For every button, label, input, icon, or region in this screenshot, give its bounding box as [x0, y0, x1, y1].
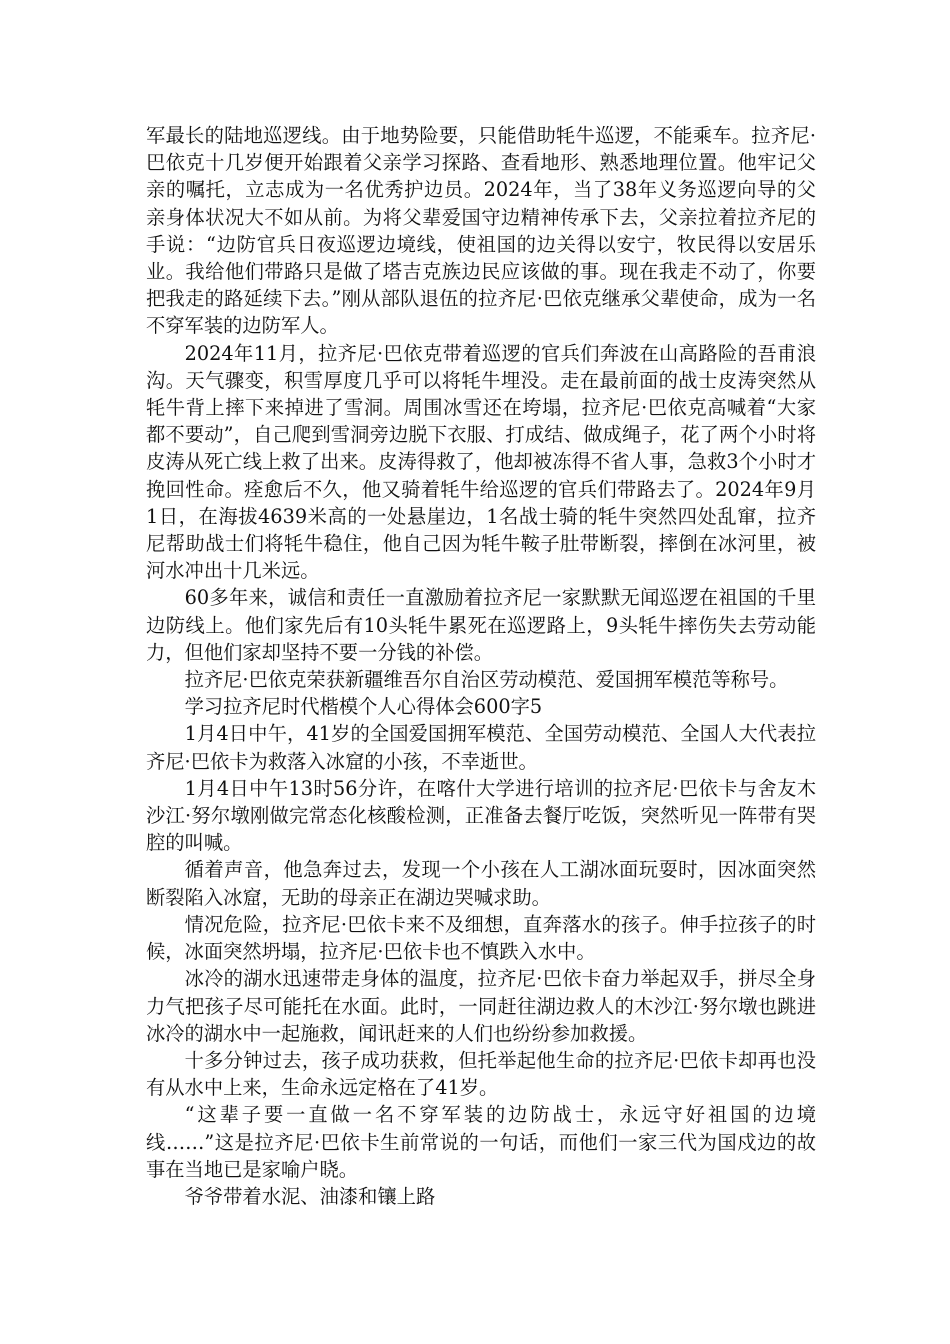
paragraph-12: “这辈子要一直做一名不穿军装的边防战士，永远守好祖国的边境线……”这是拉齐尼·巴依卡生前常说的一句话，而他们一家三代为国戍边的故事在当地已是家喻户晓。 — [146, 1103, 816, 1181]
section-heading: 学习拉齐尼时代楷模个人心得体会600字5 — [184, 695, 543, 719]
paragraph-10: 冰冷的湖水迅速带走身体的温度，拉齐尼·巴依卡奋力举起双手，拼尽全身力气把孩子尽可能托在水面。此时，一同赶往湖边救人的木沙江·努尔墩也跳进冰冷的湖水中一起施救，闻讯赶来的人们也纷纷参加救援。 — [146, 967, 816, 1045]
paragraph-1: 军最长的陆地巡逻线。由于地势险要，只能借助牦牛巡逻，不能乘车。拉齐尼·巴依克十几岁便开始跟着父亲学习探路、查看地形、熟悉地理位置。他牢记父亲的嘱托，立志成为一名优秀护边员。2024年，当了38年义务巡逻向导的父亲身体状况大不如从前。为将父辈爱国守边精神传承下去，父亲拉着拉齐尼的手说：“边防官兵日夜巡逻边境线，使祖国的边关得以安宁，牧民得以安居乐业。我给他们带路只是做了塔吉克族边民应该做的事。现在我走不动了，你要把我走的路延续下去。”刚从部队退伍的拉齐尼·巴依克继承父辈使命，成为一名不穿军装的边防军人。 — [146, 124, 816, 338]
paragraph-3: 60多年来，诚信和责任一直激励着拉齐尼一家默默无闻巡逻在祖国的千里边防线上。他们家先后有10头牦牛累死在巡逻路上，9头牦牛摔伤失去劳动能力，但他们家却坚持不要一分钱的补偿。 — [146, 586, 816, 664]
paragraph-11: 十多分钟过去，孩子成功获救，但托举起他生命的拉齐尼·巴依卡却再也没有从水中上来，生命永远定格在了41岁。 — [146, 1048, 816, 1100]
document-page — [146, 122, 816, 1210]
paragraph-6: 1月4日中午，41岁的全国爱国拥军模范、全国劳动模范、全国人大代表拉齐尼·巴依卡为救落入冰窟的小孩，不幸逝世。 — [146, 722, 816, 773]
paragraph-8: 循着声音，他急奔过去，发现一个小孩在人工湖冰面玩耍时，因冰面突然断裂陷入冰窟，无助的母亲正在湖边哭喊求助。 — [146, 858, 816, 909]
paragraph-2: 2024年11月，拉齐尼·巴依克带着巡逻的官兵们奔波在山高路险的吾甫浪沟。天气骤变，积雪厚度几乎可以将牦牛埋没。走在最前面的战士皮涛突然从牦牛背上摔下来掉进了雪洞。周围冰雪还在垮塌，拉齐尼·巴依克高喊着“大家都不要动”，自己爬到雪洞旁边脱下衣服、打成结、做成绳子，花了两个小时将皮涛从死亡线上救了出来。皮涛得救了，他却被冻得不省人事，急救3个小时才挽回性命。痊愈后不久，他又骑着牦牛给巡逻的官兵们带路去了。2024年9月1日，在海拔4639米高的一处悬崖边，1名战士骑的牦牛突然四处乱窜，拉齐尼帮助战士们将牦牛稳住，他自己因为牦牛鞍子肚带断裂，摔倒在冰河里，被河水冲出十几米远。 — [146, 341, 816, 583]
paragraph-7: 1月4日中午13时56分许，在喀什大学进行培训的拉齐尼·巴依卡与舍友木沙江·努尔墩刚做完常态化核酸检测，正准备去餐厅吃饭，突然听见一阵带有哭腔的叫喊。 — [146, 776, 816, 855]
paragraph-9: 情况危险，拉齐尼·巴依卡来不及细想，直奔落水的孩子。伸手拉孩子的时候，冰面突然坍塌，拉齐尼·巴依卡也不慎跌入水中。 — [146, 912, 816, 964]
paragraph-13: 爷爷带着水泥、油漆和镶上路 — [184, 1184, 436, 1208]
paragraph-4: 拉齐尼·巴依克荣获新疆维吾尔自治区劳动模范、爱国拥军模范等称号。 — [184, 668, 789, 692]
